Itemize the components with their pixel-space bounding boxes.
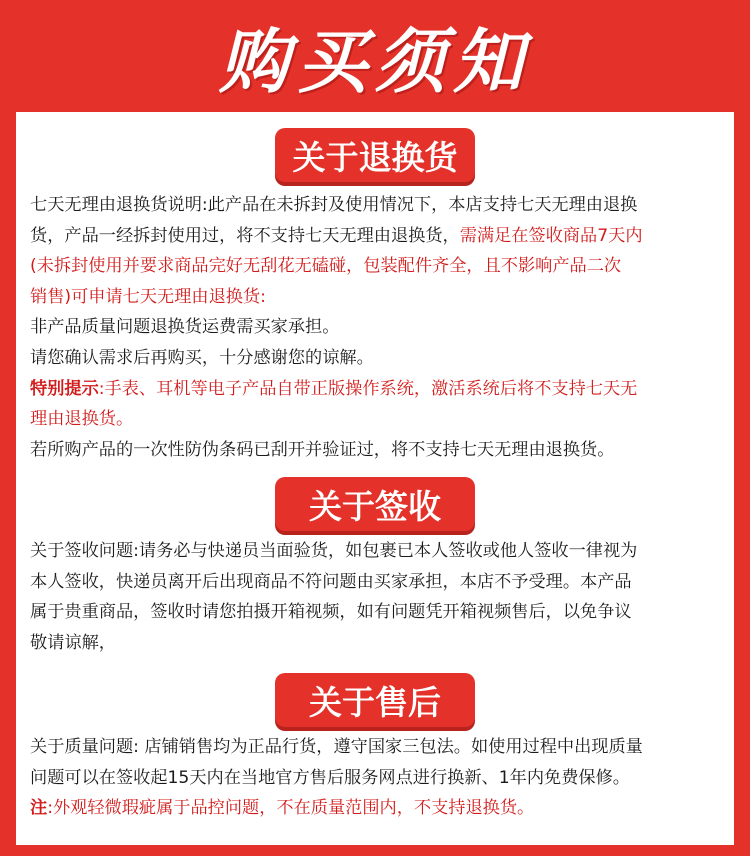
aftersales-policy-text: [30, 732, 720, 824]
delivery-line-4: 敬请谅解，: [30, 632, 116, 653]
note-label: 注: [30, 798, 48, 819]
page-title: 购买须知: [219, 20, 531, 103]
returns-line-6: 请您确认需求后再购买，十分感谢您的谅解。: [30, 347, 374, 368]
delivery-line-2: 本人签收，快递员离开后出现商品不符问题由买家承担，本店不予受理。本产品: [30, 571, 632, 592]
section-heading-returns: 关于退换货: [275, 128, 475, 182]
aftersales-line-2: 问题可以在签收起15天内在当地官方售后服务网点进行换新、1年内免费保修。: [30, 767, 630, 788]
returns-special-line-1: [30, 374, 720, 405]
special-notice-text: :手表、耳机等电子产品自带正版操作系统，激活系统后将不支持七天无: [98, 378, 638, 399]
returns-line-4: 销售)可申请七天无理由退换货:: [30, 286, 266, 307]
delivery-line-3: 属于贵重商品，签收时请您拍摄开箱视频，如有问题凭开箱视频售后，以免争议: [30, 602, 632, 623]
returns-policy-text: [30, 190, 720, 465]
delivery-policy-text: [30, 536, 720, 658]
aftersales-line-1: 关于质量问题: 店铺销售均为正品行货，遵守国家三包法。如使用过程中出现质量: [30, 737, 643, 757]
returns-line-9: 若所购产品的一次性防伪条码已刮开并验证过，将不支持七天无理由退换货。: [30, 439, 615, 460]
returns-line-2: [30, 221, 720, 252]
returns-line-1: 七天无理由退换货说明:此产品在未拆封及使用情况下，本店支持七天无理由退换: [30, 195, 638, 215]
aftersales-note: [30, 793, 720, 824]
special-notice-label: 特别提示: [30, 378, 99, 399]
returns-line-5: 非产品质量问题退换货运费需买家承担。: [30, 317, 340, 338]
note-text: :外观轻微瑕疵属于品控问题，不在质量范围内，不支持退换货。: [47, 798, 535, 819]
delivery-line-1: 关于签收问题:请务必与快递员当面验货，如包裹已本人签收或他人签收一律视为: [30, 541, 638, 561]
returns-line-2-normal: 货，产品一经拆封使用过，将不支持七天无理由退换货，: [30, 225, 460, 246]
section-heading-delivery: 关于签收: [275, 477, 475, 531]
notice-panel: [16, 112, 734, 845]
returns-line-3: (未拆封使用并要求商品完好无刮花无磕碰，包装配件齐全，且不影响产品二次: [30, 256, 622, 277]
returns-line-2-highlight: 需满足在签收商品7天内: [459, 225, 643, 246]
section-heading-aftersales: 关于售后: [275, 673, 475, 727]
returns-special-line-2: 理由退换货。: [30, 409, 134, 430]
